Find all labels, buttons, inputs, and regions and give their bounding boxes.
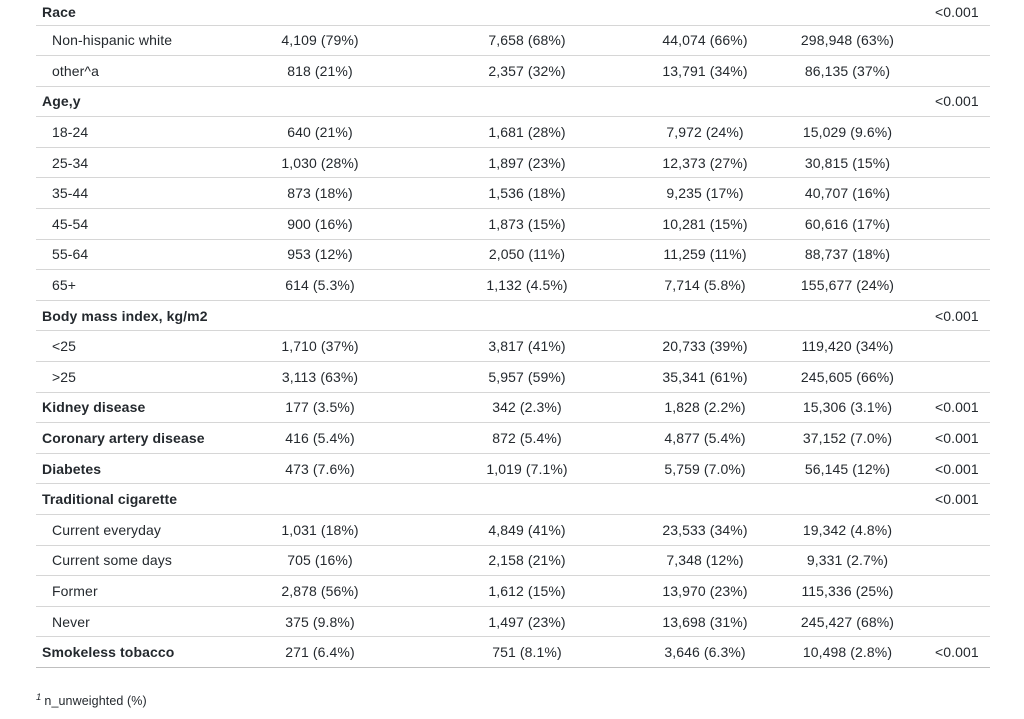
row-value: 7,714 (5.8%) — [650, 270, 760, 301]
row-value — [404, 484, 650, 515]
summary-table-container — [36, 0, 990, 668]
row-p-value: <0.001 — [935, 0, 990, 25]
row-value: 1,497 (23%) — [404, 606, 650, 637]
row-p-value — [935, 239, 990, 270]
row-value — [650, 0, 760, 25]
row-value: 245,605 (66%) — [760, 362, 935, 393]
row-value: 15,306 (3.1%) — [760, 392, 935, 423]
row-value: 473 (7.6%) — [236, 453, 404, 484]
table-row — [36, 637, 990, 668]
row-p-value — [935, 606, 990, 637]
row-value: 86,135 (37%) — [760, 56, 935, 87]
row-value: 7,658 (68%) — [404, 25, 650, 56]
row-p-value: <0.001 — [935, 423, 990, 454]
table-row — [36, 178, 990, 209]
row-label: >25 — [36, 362, 236, 393]
row-value: 9,331 (2.7%) — [760, 545, 935, 576]
row-value — [650, 484, 760, 515]
row-value: 1,828 (2.2%) — [650, 392, 760, 423]
row-value: 115,336 (25%) — [760, 576, 935, 607]
row-label: 25-34 — [36, 147, 236, 178]
row-p-value: <0.001 — [935, 484, 990, 515]
row-value: 56,145 (12%) — [760, 453, 935, 484]
row-value: 10,498 (2.8%) — [760, 637, 935, 668]
row-p-value — [935, 576, 990, 607]
row-p-value — [935, 209, 990, 240]
row-value: 13,791 (34%) — [650, 56, 760, 87]
row-p-value: <0.001 — [935, 300, 990, 331]
row-p-value — [935, 117, 990, 148]
row-value: 1,873 (15%) — [404, 209, 650, 240]
row-label: Body mass index, kg/m2 — [36, 300, 236, 331]
row-value: 9,235 (17%) — [650, 178, 760, 209]
row-value — [404, 300, 650, 331]
row-p-value: <0.001 — [935, 392, 990, 423]
table-row — [36, 515, 990, 546]
row-value: 900 (16%) — [236, 209, 404, 240]
row-value: 35,341 (61%) — [650, 362, 760, 393]
row-value — [404, 0, 650, 25]
row-value: 416 (5.4%) — [236, 423, 404, 454]
table-row — [36, 423, 990, 454]
table-row — [36, 576, 990, 607]
row-value: 1,710 (37%) — [236, 331, 404, 362]
row-value: 1,612 (15%) — [404, 576, 650, 607]
row-value: 20,733 (39%) — [650, 331, 760, 362]
table-footnote — [36, 691, 147, 708]
row-value: 3,817 (41%) — [404, 331, 650, 362]
row-value: 1,132 (4.5%) — [404, 270, 650, 301]
row-label: Kidney disease — [36, 392, 236, 423]
row-value — [236, 86, 404, 117]
row-label: Age,y — [36, 86, 236, 117]
row-value: 3,646 (6.3%) — [650, 637, 760, 668]
row-value: 10,281 (15%) — [650, 209, 760, 240]
row-value: 5,759 (7.0%) — [650, 453, 760, 484]
row-label: 35-44 — [36, 178, 236, 209]
row-p-value — [935, 362, 990, 393]
row-value: 342 (2.3%) — [404, 392, 650, 423]
row-value — [760, 0, 935, 25]
table-row — [36, 56, 990, 87]
row-value: 271 (6.4%) — [236, 637, 404, 668]
row-value: 155,677 (24%) — [760, 270, 935, 301]
row-value: 37,152 (7.0%) — [760, 423, 935, 454]
row-label: Never — [36, 606, 236, 637]
table-row — [36, 545, 990, 576]
row-p-value — [935, 56, 990, 87]
row-value — [650, 300, 760, 331]
row-value: 1,897 (23%) — [404, 147, 650, 178]
footnote-text: n_unweighted (%) — [44, 694, 147, 708]
table-row — [36, 0, 990, 25]
row-label: Race — [36, 0, 236, 25]
row-value: 1,030 (28%) — [236, 147, 404, 178]
row-value: 13,970 (23%) — [650, 576, 760, 607]
row-label: Current everyday — [36, 515, 236, 546]
row-value: 818 (21%) — [236, 56, 404, 87]
row-value: 4,877 (5.4%) — [650, 423, 760, 454]
row-value: 177 (3.5%) — [236, 392, 404, 423]
row-value: 375 (9.8%) — [236, 606, 404, 637]
row-value: 298,948 (63%) — [760, 25, 935, 56]
row-value — [760, 86, 935, 117]
table-row — [36, 362, 990, 393]
row-value: 3,113 (63%) — [236, 362, 404, 393]
row-value: 23,533 (34%) — [650, 515, 760, 546]
row-value: 640 (21%) — [236, 117, 404, 148]
row-value: 119,420 (34%) — [760, 331, 935, 362]
row-label: 55-64 — [36, 239, 236, 270]
row-value — [404, 86, 650, 117]
row-p-value — [935, 25, 990, 56]
row-value: 40,707 (16%) — [760, 178, 935, 209]
row-value: 751 (8.1%) — [404, 637, 650, 668]
table-row — [36, 117, 990, 148]
row-value: 872 (5.4%) — [404, 423, 650, 454]
row-p-value — [935, 147, 990, 178]
row-label: Smokeless tobacco — [36, 637, 236, 668]
table-row — [36, 606, 990, 637]
row-value — [236, 0, 404, 25]
row-label: Non-hispanic white — [36, 25, 236, 56]
row-label: Diabetes — [36, 453, 236, 484]
row-label: 65+ — [36, 270, 236, 301]
table-row — [36, 331, 990, 362]
row-value: 2,878 (56%) — [236, 576, 404, 607]
row-value: 1,031 (18%) — [236, 515, 404, 546]
row-value: 1,536 (18%) — [404, 178, 650, 209]
row-p-value — [935, 331, 990, 362]
row-value: 953 (12%) — [236, 239, 404, 270]
row-value: 4,849 (41%) — [404, 515, 650, 546]
table-row — [36, 147, 990, 178]
table-row — [36, 270, 990, 301]
row-value: 2,158 (21%) — [404, 545, 650, 576]
table-row — [36, 86, 990, 117]
row-value: 1,019 (7.1%) — [404, 453, 650, 484]
row-label: 18-24 — [36, 117, 236, 148]
row-value: 88,737 (18%) — [760, 239, 935, 270]
row-value: 614 (5.3%) — [236, 270, 404, 301]
row-label: Traditional cigarette — [36, 484, 236, 515]
summary-table — [36, 0, 990, 668]
row-value: 245,427 (68%) — [760, 606, 935, 637]
row-p-value — [935, 515, 990, 546]
row-label: <25 — [36, 331, 236, 362]
table-row — [36, 392, 990, 423]
table-row — [36, 300, 990, 331]
row-value: 60,616 (17%) — [760, 209, 935, 240]
summary-table-body — [36, 0, 990, 667]
row-value — [760, 300, 935, 331]
row-value: 11,259 (11%) — [650, 239, 760, 270]
row-value: 1,681 (28%) — [404, 117, 650, 148]
table-row — [36, 239, 990, 270]
footnote-marker: 1 — [36, 691, 42, 703]
row-label: Coronary artery disease — [36, 423, 236, 454]
row-value: 12,373 (27%) — [650, 147, 760, 178]
row-value: 15,029 (9.6%) — [760, 117, 935, 148]
row-value — [650, 86, 760, 117]
table-row — [36, 484, 990, 515]
row-p-value: <0.001 — [935, 453, 990, 484]
row-value: 7,348 (12%) — [650, 545, 760, 576]
row-value: 44,074 (66%) — [650, 25, 760, 56]
row-value: 13,698 (31%) — [650, 606, 760, 637]
row-p-value: <0.001 — [935, 637, 990, 668]
row-value: 873 (18%) — [236, 178, 404, 209]
row-p-value: <0.001 — [935, 86, 990, 117]
row-label: 45-54 — [36, 209, 236, 240]
row-p-value — [935, 270, 990, 301]
row-p-value — [935, 545, 990, 576]
row-label: Former — [36, 576, 236, 607]
row-value: 19,342 (4.8%) — [760, 515, 935, 546]
row-value: 5,957 (59%) — [404, 362, 650, 393]
row-label: Current some days — [36, 545, 236, 576]
table-row — [36, 209, 990, 240]
row-value: 30,815 (15%) — [760, 147, 935, 178]
table-row — [36, 25, 990, 56]
row-value: 705 (16%) — [236, 545, 404, 576]
row-value: 2,050 (11%) — [404, 239, 650, 270]
row-value: 7,972 (24%) — [650, 117, 760, 148]
row-value: 4,109 (79%) — [236, 25, 404, 56]
row-value — [236, 484, 404, 515]
row-label: other^a — [36, 56, 236, 87]
row-value: 2,357 (32%) — [404, 56, 650, 87]
row-p-value — [935, 178, 990, 209]
row-value — [236, 300, 404, 331]
row-value — [760, 484, 935, 515]
table-row — [36, 453, 990, 484]
